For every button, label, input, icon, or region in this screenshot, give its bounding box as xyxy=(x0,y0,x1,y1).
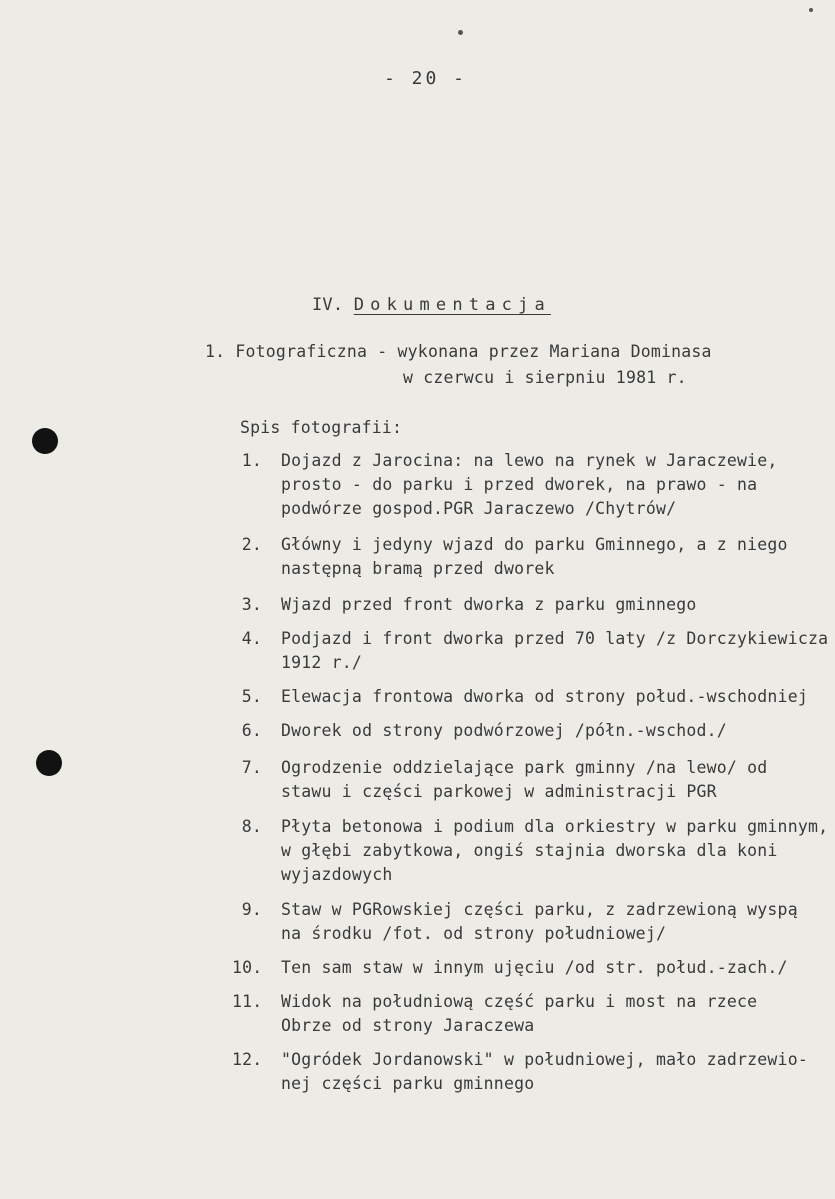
list-item-text: Staw w PGRowskiej części parku, z zadrzewioną wyspą xyxy=(281,900,798,919)
punch-hole xyxy=(32,428,58,454)
list-item-number: 2. xyxy=(241,535,262,554)
list-item-number: 4. xyxy=(241,629,262,648)
list-item-text: Płyta betonowa i podium dla orkiestry w parku gminnym, xyxy=(281,817,829,836)
list-item-text: Dworek od strony podwórzowej /półn.-wschod./ xyxy=(281,721,727,740)
section-title: Dokumentacja xyxy=(353,295,551,315)
list-item-text: Główny i jedyny wjazd do parku Gminnego, a z niego xyxy=(281,535,788,554)
list-item-text: prosto - do parku i przed dworek, na prawo - na xyxy=(281,475,758,494)
list-item-text: Obrze od strony Jaraczewa xyxy=(281,1016,535,1035)
page-number: - 20 - xyxy=(384,68,468,89)
list-item-text: "Ogródek Jordanowski" w południowej, mało zadrzewio- xyxy=(281,1050,808,1069)
paper-speck xyxy=(458,30,463,35)
list-item-text: Dojazd z Jarocina: na lewo na rynek w Jaraczewie, xyxy=(281,451,778,470)
list-item-number: 7. xyxy=(241,758,262,777)
list-item-number: 9. xyxy=(241,900,262,919)
intro-line-2: w czerwcu i sierpniu 1981 r. xyxy=(403,368,687,387)
list-item-text: nej części parku gminnego xyxy=(281,1074,535,1093)
section-heading xyxy=(312,297,551,314)
list-item-text: 1912 r./ xyxy=(281,653,363,672)
list-item-number: 3. xyxy=(241,595,262,614)
list-item-number: 5. xyxy=(241,687,262,706)
list-item-number: 6. xyxy=(241,721,262,740)
list-item-text: wyjazdowych xyxy=(281,865,393,884)
list-item-text: Ogrodzenie oddzielające park gminny /na lewo/ od xyxy=(281,758,768,777)
list-item-number: 8. xyxy=(241,817,262,836)
list-item-number: 1. xyxy=(241,451,262,470)
punch-hole xyxy=(36,750,62,776)
list-item-text: w głębi zabytkowa, ongiś stajnia dworska dla koni xyxy=(281,841,778,860)
section-numeral: IV. xyxy=(312,295,344,315)
paper-speck xyxy=(809,8,813,12)
list-item-text: na środku /fot. od strony południowej/ xyxy=(281,924,667,943)
list-heading: Spis fotografii: xyxy=(240,418,403,437)
list-item-text: podwórze gospod.PGR Jaraczewo /Chytrów/ xyxy=(281,499,677,518)
list-item-number: 11. xyxy=(232,992,263,1011)
list-item-text: następną bramą przed dworek xyxy=(281,559,555,578)
list-item-text: Elewacja frontowa dworka od strony połud.-wschodniej xyxy=(281,687,808,706)
list-item-text: Widok na południową część parku i most na rzece xyxy=(281,992,758,1011)
list-item-text: Podjazd i front dworka przed 70 laty /z Dorczykiewicza xyxy=(281,629,829,648)
list-item-text: stawu i części parkowej w administracji PGR xyxy=(281,782,717,801)
list-item-text: Ten sam staw w innym ujęciu /od str. połud.-zach./ xyxy=(281,958,788,977)
list-item-number: 10. xyxy=(232,958,263,977)
list-item-text: Wjazd przed front dworka z parku gminnego xyxy=(281,595,697,614)
intro-line-1: 1. Fotograficzna - wykonana przez Mariana Dominasa xyxy=(205,342,712,361)
list-item-number: 12. xyxy=(232,1050,263,1069)
